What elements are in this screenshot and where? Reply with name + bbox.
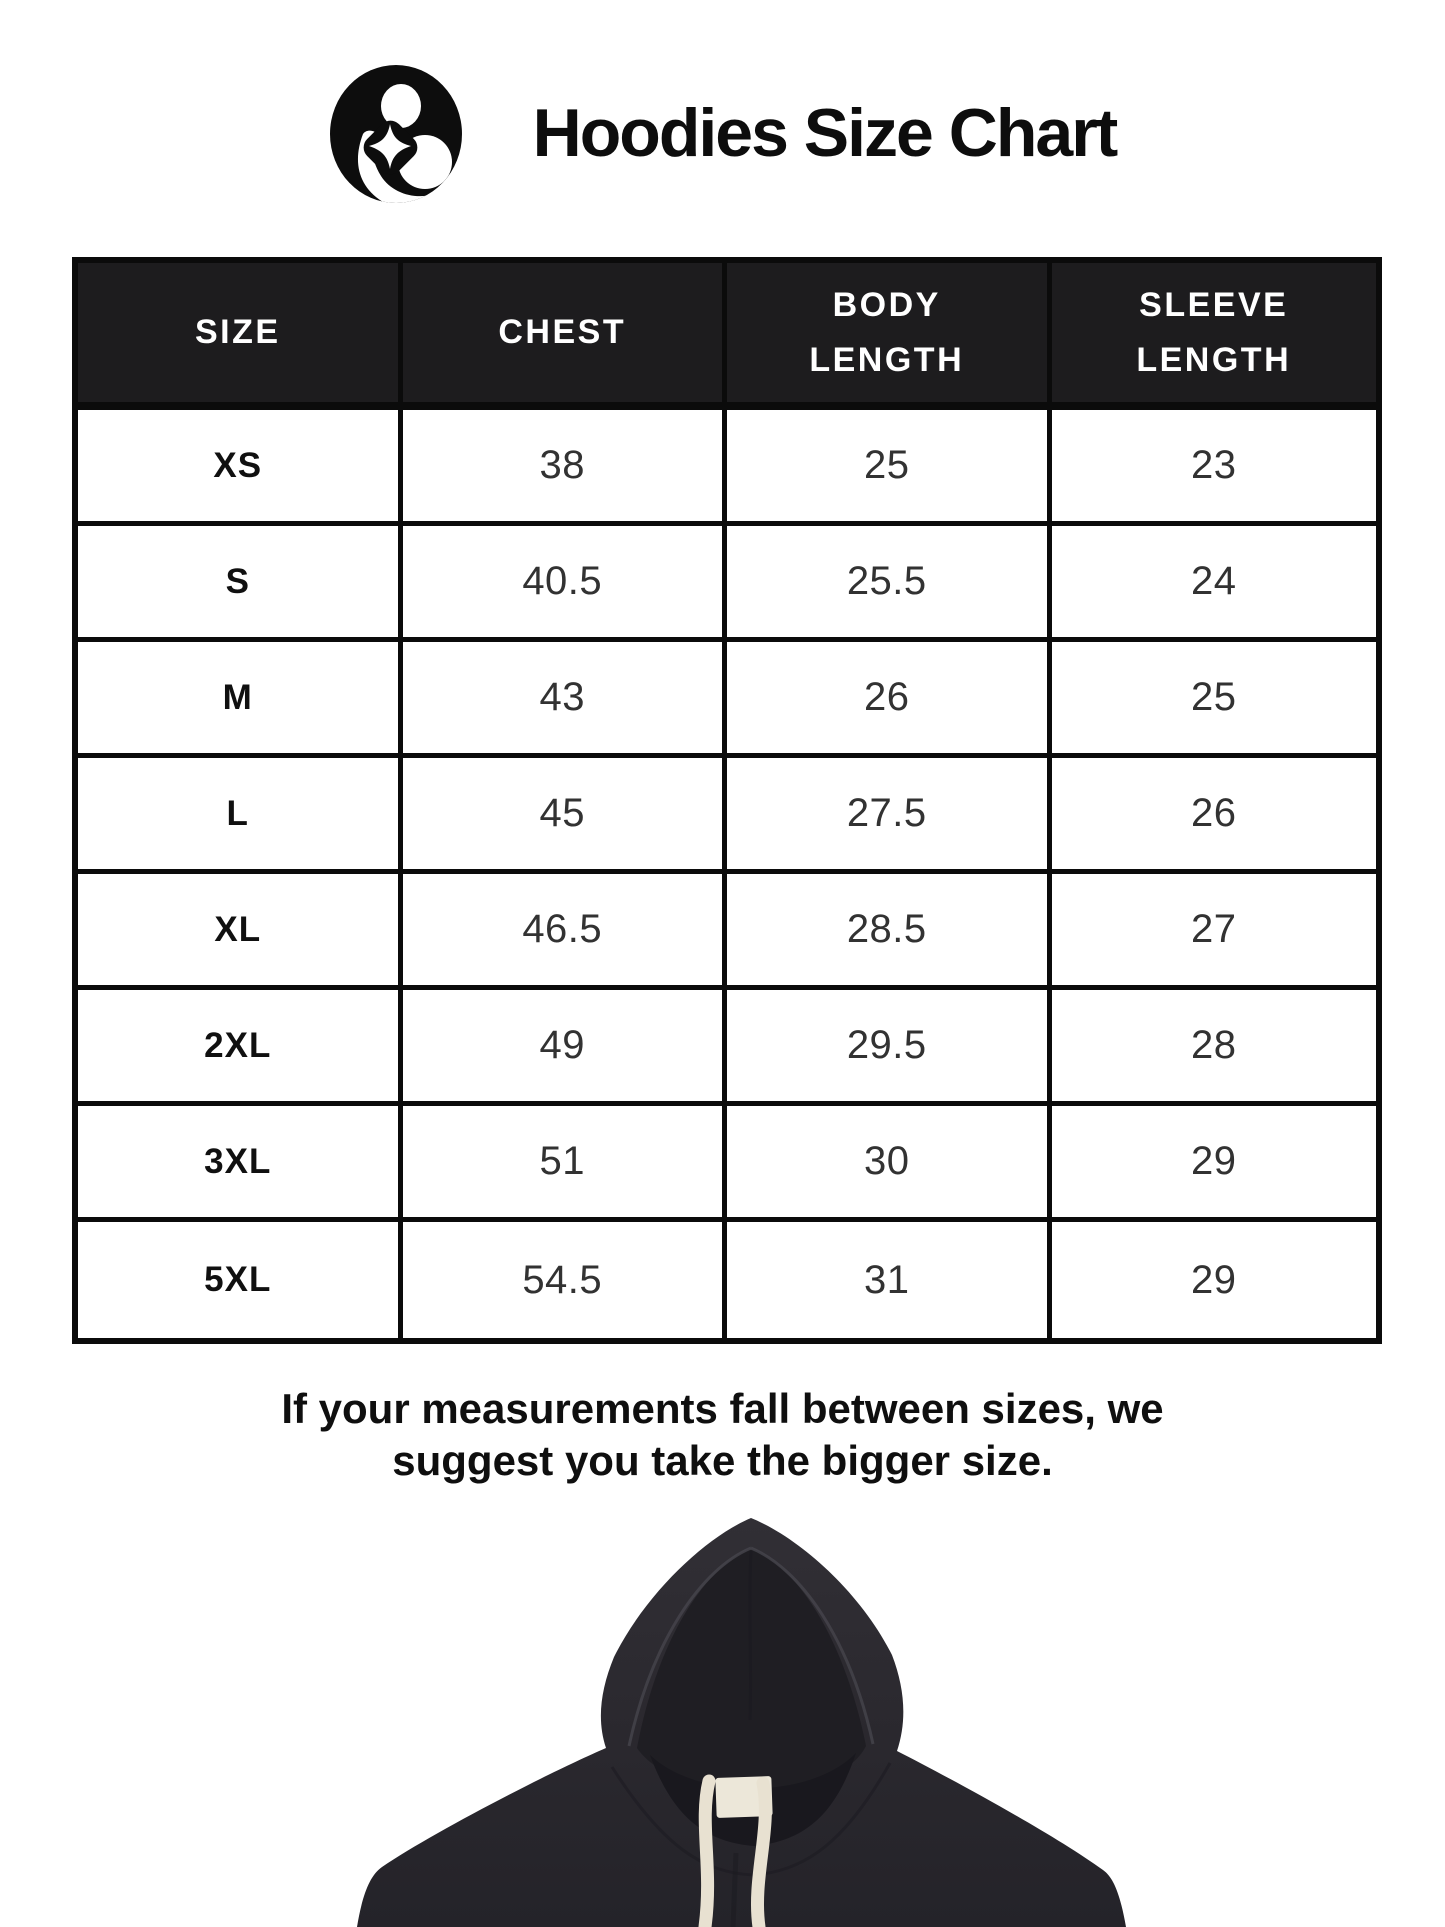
body-length-cell: 29.5 xyxy=(727,990,1052,1106)
body-length-cell: 30 xyxy=(727,1106,1052,1222)
sleeve-length-cell: 23 xyxy=(1052,410,1377,526)
size-cell: 2XL xyxy=(78,990,403,1106)
size-cell: XS xyxy=(78,410,403,526)
size-cell: S xyxy=(78,526,403,642)
sleeve-length-cell: 29 xyxy=(1052,1222,1377,1338)
chest-cell: 38 xyxy=(403,410,728,526)
header-cell-size: SIZE xyxy=(78,263,403,410)
chest-cell: 54.5 xyxy=(403,1222,728,1338)
size-cell: XL xyxy=(78,874,403,990)
size-cell: 5XL xyxy=(78,1222,403,1338)
header-cell-sleeve-length: SLEEVE LENGTH xyxy=(1052,263,1377,410)
brand-header xyxy=(0,64,1445,204)
body-length-cell: 25.5 xyxy=(727,526,1052,642)
body-length-cell: 31 xyxy=(727,1222,1052,1338)
sleeve-length-cell: 28 xyxy=(1052,990,1377,1106)
sleeve-length-cell: 24 xyxy=(1052,526,1377,642)
chest-cell: 43 xyxy=(403,642,728,758)
chest-cell: 45 xyxy=(403,758,728,874)
sizing-note-line: suggest you take the bigger size. xyxy=(392,1437,1053,1484)
sleeve-length-cell: 27 xyxy=(1052,874,1377,990)
body-length-cell: 25 xyxy=(727,410,1052,526)
size-cell: 3XL xyxy=(78,1106,403,1222)
chest-cell: 46.5 xyxy=(403,874,728,990)
sizing-note xyxy=(0,1383,1445,1487)
header-cell-chest: CHEST xyxy=(403,263,728,410)
body-length-cell: 26 xyxy=(727,642,1052,758)
chest-cell: 51 xyxy=(403,1106,728,1222)
mother-and-child-logo-icon xyxy=(329,64,463,204)
chest-cell: 40.5 xyxy=(403,526,728,642)
chest-cell: 49 xyxy=(403,990,728,1106)
body-length-cell: 28.5 xyxy=(727,874,1052,990)
header-cell-body-length: BODY LENGTH xyxy=(727,263,1052,410)
body-length-cell: 27.5 xyxy=(727,758,1052,874)
size-cell: L xyxy=(78,758,403,874)
hoodie-photo xyxy=(0,1515,1445,1927)
size-cell: M xyxy=(78,642,403,758)
size-chart-table xyxy=(72,257,1382,1344)
sleeve-length-cell: 25 xyxy=(1052,642,1377,758)
page-title: Hoodies Size Chart xyxy=(532,95,1117,172)
sizing-note-line: If your measurements fall between sizes, we xyxy=(281,1385,1164,1432)
sleeve-length-cell: 26 xyxy=(1052,758,1377,874)
sleeve-length-cell: 29 xyxy=(1052,1106,1377,1222)
